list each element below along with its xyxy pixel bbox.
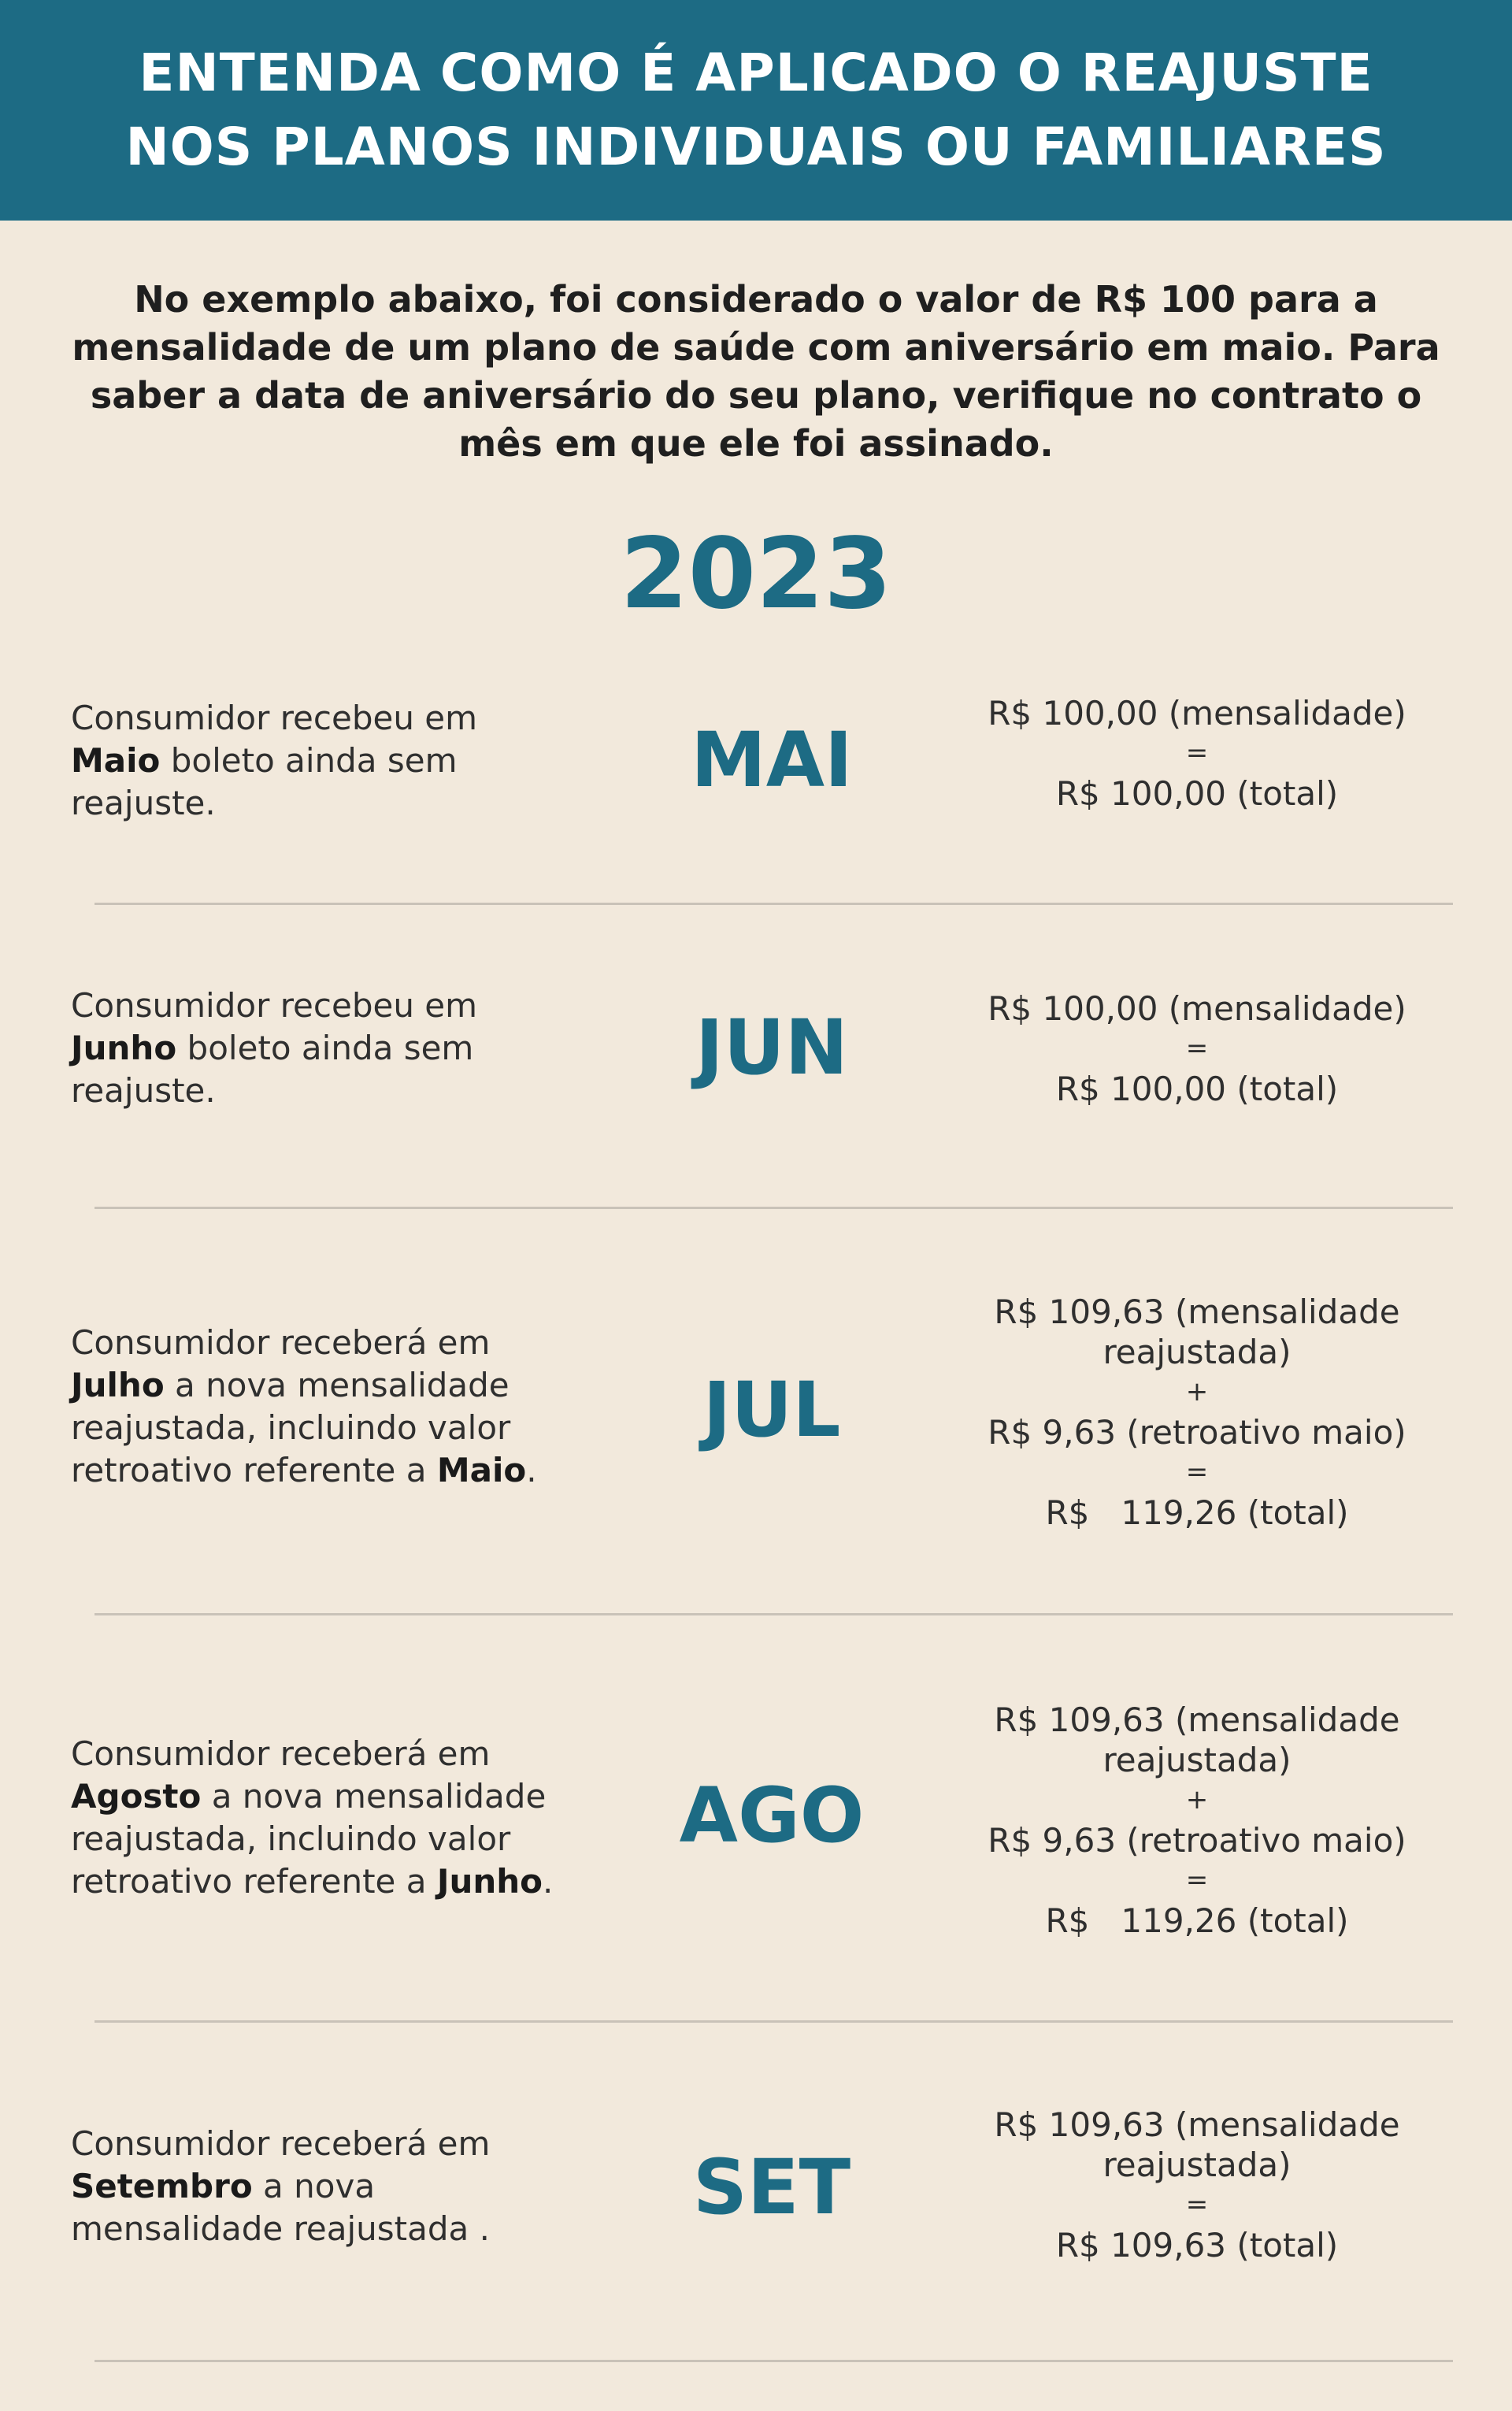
title-line-2: NOS PLANOS INDIVIDUAIS OU FAMILIARES <box>125 117 1387 177</box>
month-label: MAI <box>691 716 853 804</box>
desc-month-bold: Junho <box>436 1862 543 1901</box>
desc-text: Consumidor receberá em <box>71 2124 491 2163</box>
row-divider <box>94 1613 1453 1615</box>
calc-line: R$ 109,63 (mensalidade reajustada) <box>994 1293 1400 1371</box>
desc-text: . <box>526 1451 537 1489</box>
calc-line: R$ 109,63 (mensalidade reajustada) <box>994 1701 1400 1779</box>
calc-line: R$ 100,00 (total) <box>1055 774 1339 813</box>
month-label: JUN <box>695 1003 848 1092</box>
row-divider <box>94 1207 1453 1209</box>
calc-line: R$ 119,26 (total) <box>1045 1901 1349 1940</box>
desc-text: Consumidor recebeu em <box>71 699 478 737</box>
row-description <box>71 1322 575 1492</box>
calc-line: R$ 9,63 (retroativo maio) <box>988 1413 1406 1452</box>
calc-operator: = <box>1185 2189 1209 2220</box>
calc-line: R$ 9,63 (retroativo maio) <box>988 1821 1406 1860</box>
desc-month-bold: Agosto <box>71 1777 202 1816</box>
desc-month-bold: Setembro <box>71 2167 253 2205</box>
row-description <box>71 985 575 1112</box>
calc-line: R$ 100,00 (mensalidade) <box>988 989 1406 1028</box>
calc-operator: + <box>1185 1376 1209 1408</box>
year-heading: 2023 <box>620 517 892 631</box>
desc-text: Consumidor receberá em <box>71 1323 491 1362</box>
calculation <box>945 1700 1449 1941</box>
desc-month-bold: Maio <box>436 1451 527 1489</box>
desc-text: Consumidor recebeu em <box>71 986 478 1025</box>
desc-month-bold: Junho <box>71 1029 177 1067</box>
row-description <box>71 697 575 825</box>
desc-text: Consumidor receberá em <box>71 1734 491 1773</box>
calc-line: R$ 109,63 (total) <box>1055 2226 1339 2264</box>
calc-operator: = <box>1185 1456 1209 1488</box>
row-divider <box>94 2360 1453 2362</box>
calc-operator: = <box>1185 1864 1209 1896</box>
calc-line: R$ 100,00 (mensalidade) <box>988 694 1406 733</box>
month-label: JUL <box>702 1366 841 1454</box>
calc-line: R$ 119,26 (total) <box>1045 1493 1349 1532</box>
row-description <box>71 2123 575 2250</box>
calc-line: R$ 100,00 (total) <box>1055 1070 1339 1108</box>
row-description <box>71 1733 575 1903</box>
calculation <box>945 2105 1449 2265</box>
calculation <box>945 693 1449 814</box>
calc-line: R$ 109,63 (mensalidade reajustada) <box>994 2105 1400 2184</box>
month-label: AGO <box>679 1771 865 1860</box>
desc-month-bold: Julho <box>71 1366 165 1404</box>
calculation <box>945 989 1449 1109</box>
row-divider <box>94 903 1453 905</box>
month-label: SET <box>692 2143 851 2231</box>
desc-text: a nova mensalidade reajustada, incluindo valor retroativo referente a <box>71 1366 511 1489</box>
desc-text: a nova mensalidade reajustada, incluindo valor retroativo referente a <box>71 1777 547 1901</box>
desc-month-bold: Maio <box>71 741 161 780</box>
desc-text: . <box>543 1862 554 1901</box>
row-divider <box>94 2020 1453 2023</box>
calculation <box>945 1292 1449 1533</box>
intro-text: No exemplo abaixo, foi considerado o valor de R$ 100 para a mensalidade de um plano de saúde com aniversário em maio. Para saber a data de aniversário do seu plano, verifique no contrato o mês em que ele foi assinado. <box>72 278 1440 465</box>
title-line-1: ENTENDA COMO É APLICADO O REAJUSTE <box>139 43 1373 103</box>
desc-text: boleto ainda sem reajuste. <box>71 741 458 822</box>
desc-text: boleto ainda sem reajuste. <box>71 1029 474 1110</box>
calc-operator: + <box>1185 1784 1209 1816</box>
desc-text: a nova mensalidade reajustada . <box>71 2167 490 2248</box>
calc-operator: = <box>1185 1033 1209 1064</box>
calc-operator: = <box>1185 737 1209 769</box>
title-banner <box>0 0 1512 221</box>
